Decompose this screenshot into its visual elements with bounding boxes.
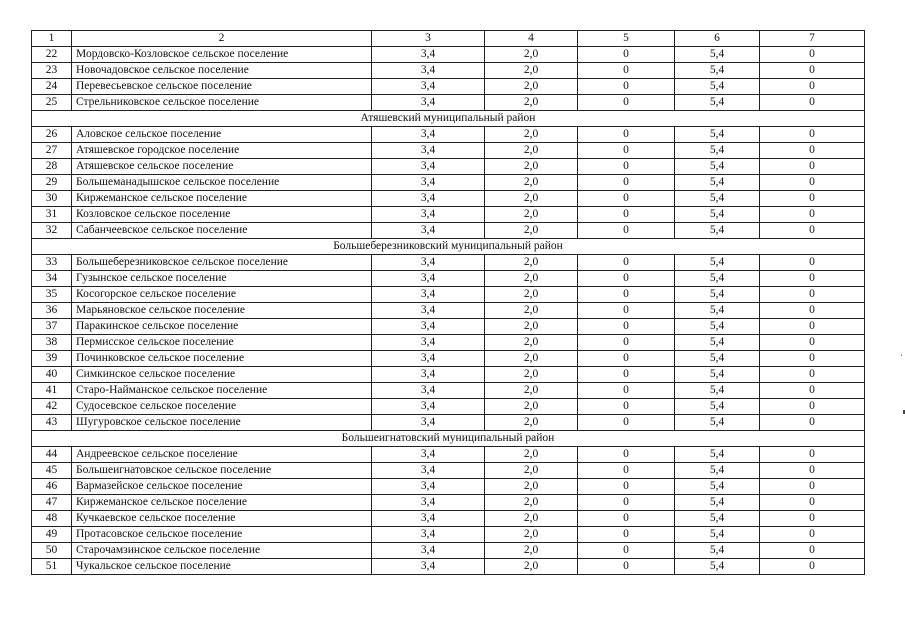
value-col-7: 0	[760, 463, 865, 479]
value-col-5: 0	[578, 303, 675, 319]
value-col-4: 2,0	[485, 415, 578, 431]
table-row	[32, 319, 865, 335]
row-number: 33	[32, 255, 72, 271]
value-col-6: 5,4	[675, 159, 760, 175]
value-col-5: 0	[578, 223, 675, 239]
value-col-5: 0	[578, 159, 675, 175]
header-cell: 7	[760, 31, 865, 47]
value-col-5: 0	[578, 95, 675, 111]
row-number: 48	[32, 511, 72, 527]
value-col-3: 3,4	[372, 479, 485, 495]
table-row	[32, 335, 865, 351]
value-col-6: 5,4	[675, 175, 760, 191]
settlement-name: Андреевское сельское поселение	[72, 447, 372, 463]
header-cell: 4	[485, 31, 578, 47]
value-col-3: 3,4	[372, 207, 485, 223]
table-row	[32, 175, 865, 191]
value-col-5: 0	[578, 319, 675, 335]
value-col-6: 5,4	[675, 463, 760, 479]
value-col-5: 0	[578, 463, 675, 479]
row-number: 34	[32, 271, 72, 287]
section-row	[32, 431, 865, 447]
value-col-5: 0	[578, 79, 675, 95]
value-col-3: 3,4	[372, 463, 485, 479]
value-col-4: 2,0	[485, 47, 578, 63]
value-col-3: 3,4	[372, 303, 485, 319]
value-col-5: 0	[578, 495, 675, 511]
value-col-4: 2,0	[485, 479, 578, 495]
table-row	[32, 479, 865, 495]
value-col-3: 3,4	[372, 511, 485, 527]
value-col-5: 0	[578, 511, 675, 527]
table-row	[32, 143, 865, 159]
value-col-4: 2,0	[485, 63, 578, 79]
scan-speck	[901, 354, 902, 356]
header-cell: 6	[675, 31, 760, 47]
value-col-5: 0	[578, 527, 675, 543]
value-col-5: 0	[578, 175, 675, 191]
row-number: 40	[32, 367, 72, 383]
table-body	[32, 31, 865, 575]
value-col-3: 3,4	[372, 527, 485, 543]
value-col-7: 0	[760, 479, 865, 495]
row-number: 32	[32, 223, 72, 239]
row-number: 49	[32, 527, 72, 543]
value-col-7: 0	[760, 527, 865, 543]
value-col-4: 2,0	[485, 319, 578, 335]
value-col-5: 0	[578, 543, 675, 559]
value-col-4: 2,0	[485, 511, 578, 527]
value-col-6: 5,4	[675, 351, 760, 367]
row-number: 28	[32, 159, 72, 175]
value-col-6: 5,4	[675, 47, 760, 63]
value-col-3: 3,4	[372, 47, 485, 63]
value-col-3: 3,4	[372, 415, 485, 431]
value-col-6: 5,4	[675, 271, 760, 287]
value-col-4: 2,0	[485, 175, 578, 191]
value-col-7: 0	[760, 175, 865, 191]
value-col-7: 0	[760, 319, 865, 335]
value-col-5: 0	[578, 399, 675, 415]
table-row	[32, 527, 865, 543]
settlement-name: Паракинское сельское поселение	[72, 319, 372, 335]
value-col-5: 0	[578, 351, 675, 367]
settlement-name: Киржеманское сельское поселение	[72, 495, 372, 511]
value-col-5: 0	[578, 447, 675, 463]
value-col-6: 5,4	[675, 559, 760, 575]
value-col-4: 2,0	[485, 527, 578, 543]
value-col-6: 5,4	[675, 207, 760, 223]
value-col-5: 0	[578, 191, 675, 207]
row-number: 41	[32, 383, 72, 399]
value-col-7: 0	[760, 79, 865, 95]
district-heading: Большеберезниковский муниципальный район	[32, 239, 865, 255]
table-row	[32, 159, 865, 175]
settlement-name: Атяшевское городское поселение	[72, 143, 372, 159]
value-col-3: 3,4	[372, 63, 485, 79]
value-col-7: 0	[760, 287, 865, 303]
settlement-name: Чукальское сельское поселение	[72, 559, 372, 575]
value-col-4: 2,0	[485, 207, 578, 223]
value-col-6: 5,4	[675, 383, 760, 399]
value-col-4: 2,0	[485, 191, 578, 207]
value-col-6: 5,4	[675, 447, 760, 463]
row-number: 24	[32, 79, 72, 95]
table-row	[32, 223, 865, 239]
settlement-name: Козловское сельское поселение	[72, 207, 372, 223]
value-col-3: 3,4	[372, 79, 485, 95]
value-col-3: 3,4	[372, 127, 485, 143]
row-number: 47	[32, 495, 72, 511]
district-heading: Большеигнатовский муниципальный район	[32, 431, 865, 447]
settlement-name: Шугуровское сельское поселение	[72, 415, 372, 431]
value-col-6: 5,4	[675, 495, 760, 511]
value-col-4: 2,0	[485, 447, 578, 463]
table-row	[32, 447, 865, 463]
settlement-name: Гузынское сельское поселение	[72, 271, 372, 287]
value-col-3: 3,4	[372, 367, 485, 383]
value-col-5: 0	[578, 335, 675, 351]
table-row	[32, 543, 865, 559]
district-heading: Атяшевский муниципальный район	[32, 111, 865, 127]
header-cell: 5	[578, 31, 675, 47]
row-number: 46	[32, 479, 72, 495]
value-col-5: 0	[578, 47, 675, 63]
value-col-6: 5,4	[675, 527, 760, 543]
value-col-4: 2,0	[485, 303, 578, 319]
settlement-name: Судосевское сельское поселение	[72, 399, 372, 415]
data-table	[31, 30, 865, 575]
settlement-name: Старо-Найманское сельское поселение	[72, 383, 372, 399]
table-row	[32, 303, 865, 319]
value-col-5: 0	[578, 383, 675, 399]
value-col-3: 3,4	[372, 191, 485, 207]
header-cell: 1	[32, 31, 72, 47]
table-row	[32, 399, 865, 415]
value-col-6: 5,4	[675, 319, 760, 335]
table-row	[32, 415, 865, 431]
row-number: 44	[32, 447, 72, 463]
value-col-7: 0	[760, 271, 865, 287]
value-col-7: 0	[760, 559, 865, 575]
value-col-3: 3,4	[372, 175, 485, 191]
settlement-name: Вармазейское сельское поселение	[72, 479, 372, 495]
value-col-4: 2,0	[485, 399, 578, 415]
row-number: 27	[32, 143, 72, 159]
settlement-name: Аловское сельское поселение	[72, 127, 372, 143]
value-col-4: 2,0	[485, 271, 578, 287]
value-col-5: 0	[578, 207, 675, 223]
value-col-6: 5,4	[675, 335, 760, 351]
value-col-4: 2,0	[485, 367, 578, 383]
row-number: 29	[32, 175, 72, 191]
value-col-6: 5,4	[675, 287, 760, 303]
table-row	[32, 95, 865, 111]
table-row	[32, 383, 865, 399]
row-number: 36	[32, 303, 72, 319]
value-col-5: 0	[578, 271, 675, 287]
value-col-4: 2,0	[485, 543, 578, 559]
value-col-3: 3,4	[372, 95, 485, 111]
value-col-4: 2,0	[485, 159, 578, 175]
table-row	[32, 511, 865, 527]
value-col-4: 2,0	[485, 335, 578, 351]
value-col-3: 3,4	[372, 559, 485, 575]
table-row	[32, 191, 865, 207]
value-col-6: 5,4	[675, 95, 760, 111]
value-col-3: 3,4	[372, 383, 485, 399]
settlement-name: Старочамзинское сельское поселение	[72, 543, 372, 559]
table-row	[32, 367, 865, 383]
value-col-4: 2,0	[485, 223, 578, 239]
value-col-7: 0	[760, 399, 865, 415]
value-col-4: 2,0	[485, 143, 578, 159]
value-col-5: 0	[578, 255, 675, 271]
table-row	[32, 351, 865, 367]
table-row	[32, 255, 865, 271]
value-col-4: 2,0	[485, 559, 578, 575]
settlement-name: Киржеманское сельское поселение	[72, 191, 372, 207]
settlement-name: Косогорское сельское поселение	[72, 287, 372, 303]
value-col-7: 0	[760, 95, 865, 111]
table-row	[32, 559, 865, 575]
value-col-7: 0	[760, 255, 865, 271]
table-row	[32, 271, 865, 287]
value-col-7: 0	[760, 223, 865, 239]
value-col-7: 0	[760, 511, 865, 527]
value-col-5: 0	[578, 143, 675, 159]
settlement-name: Большеигнатовское сельское поселение	[72, 463, 372, 479]
value-col-7: 0	[760, 543, 865, 559]
row-number: 35	[32, 287, 72, 303]
value-col-4: 2,0	[485, 127, 578, 143]
value-col-7: 0	[760, 367, 865, 383]
value-col-6: 5,4	[675, 511, 760, 527]
value-col-4: 2,0	[485, 495, 578, 511]
table-row	[32, 287, 865, 303]
value-col-4: 2,0	[485, 95, 578, 111]
section-row	[32, 111, 865, 127]
value-col-3: 3,4	[372, 351, 485, 367]
value-col-7: 0	[760, 143, 865, 159]
value-col-4: 2,0	[485, 351, 578, 367]
row-number: 25	[32, 95, 72, 111]
value-col-3: 3,4	[372, 495, 485, 511]
value-col-3: 3,4	[372, 319, 485, 335]
settlement-name: Протасовское сельское поселение	[72, 527, 372, 543]
row-number: 30	[32, 191, 72, 207]
value-col-7: 0	[760, 159, 865, 175]
table-row	[32, 63, 865, 79]
settlement-name: Сабанчеевское сельское поселение	[72, 223, 372, 239]
value-col-3: 3,4	[372, 399, 485, 415]
header-row	[32, 31, 865, 47]
value-col-5: 0	[578, 415, 675, 431]
row-number: 50	[32, 543, 72, 559]
row-number: 51	[32, 559, 72, 575]
row-number: 37	[32, 319, 72, 335]
value-col-3: 3,4	[372, 223, 485, 239]
settlement-name: Стрельниковское сельское поселение	[72, 95, 372, 111]
table-row	[32, 127, 865, 143]
value-col-4: 2,0	[485, 463, 578, 479]
value-col-4: 2,0	[485, 255, 578, 271]
value-col-7: 0	[760, 415, 865, 431]
table-row	[32, 495, 865, 511]
value-col-3: 3,4	[372, 447, 485, 463]
settlement-name: Мордовско-Козловское сельское поселение	[72, 47, 372, 63]
section-row	[32, 239, 865, 255]
value-col-3: 3,4	[372, 271, 485, 287]
value-col-6: 5,4	[675, 191, 760, 207]
settlement-name: Марьяновское сельское поселение	[72, 303, 372, 319]
header-cell: 3	[372, 31, 485, 47]
value-col-4: 2,0	[485, 79, 578, 95]
row-number: 31	[32, 207, 72, 223]
value-col-7: 0	[760, 495, 865, 511]
table-row	[32, 47, 865, 63]
value-col-6: 5,4	[675, 143, 760, 159]
table-row	[32, 463, 865, 479]
value-col-6: 5,4	[675, 255, 760, 271]
row-number: 45	[32, 463, 72, 479]
value-col-6: 5,4	[675, 399, 760, 415]
value-col-5: 0	[578, 559, 675, 575]
value-col-7: 0	[760, 191, 865, 207]
row-number: 22	[32, 47, 72, 63]
table-row	[32, 79, 865, 95]
header-cell: 2	[72, 31, 372, 47]
settlement-name: Новочадовское сельское поселение	[72, 63, 372, 79]
value-col-6: 5,4	[675, 367, 760, 383]
value-col-7: 0	[760, 47, 865, 63]
value-col-7: 0	[760, 351, 865, 367]
value-col-3: 3,4	[372, 335, 485, 351]
value-col-3: 3,4	[372, 143, 485, 159]
value-col-3: 3,4	[372, 255, 485, 271]
value-col-6: 5,4	[675, 303, 760, 319]
settlement-name: Симкинское сельское поселение	[72, 367, 372, 383]
value-col-7: 0	[760, 207, 865, 223]
value-col-5: 0	[578, 63, 675, 79]
value-col-7: 0	[760, 383, 865, 399]
value-col-7: 0	[760, 335, 865, 351]
row-number: 23	[32, 63, 72, 79]
row-number: 42	[32, 399, 72, 415]
row-number: 26	[32, 127, 72, 143]
value-col-6: 5,4	[675, 79, 760, 95]
value-col-6: 5,4	[675, 415, 760, 431]
value-col-6: 5,4	[675, 479, 760, 495]
row-number: 43	[32, 415, 72, 431]
value-col-7: 0	[760, 127, 865, 143]
settlement-name: Атяшевское сельское поселение	[72, 159, 372, 175]
value-col-5: 0	[578, 287, 675, 303]
value-col-7: 0	[760, 303, 865, 319]
value-col-4: 2,0	[485, 287, 578, 303]
value-col-7: 0	[760, 63, 865, 79]
settlement-name: Большеманадышское сельское поселение	[72, 175, 372, 191]
settlement-name: Пермисское сельское поселение	[72, 335, 372, 351]
value-col-6: 5,4	[675, 543, 760, 559]
row-number: 39	[32, 351, 72, 367]
value-col-5: 0	[578, 479, 675, 495]
value-col-6: 5,4	[675, 223, 760, 239]
value-col-3: 3,4	[372, 543, 485, 559]
value-col-3: 3,4	[372, 287, 485, 303]
value-col-6: 5,4	[675, 63, 760, 79]
value-col-7: 0	[760, 447, 865, 463]
value-col-5: 0	[578, 127, 675, 143]
row-number: 38	[32, 335, 72, 351]
settlement-name: Перевесьевское сельское поселение	[72, 79, 372, 95]
value-col-4: 2,0	[485, 383, 578, 399]
settlement-name: Большеберезниковское сельское поселение	[72, 255, 372, 271]
table-row	[32, 207, 865, 223]
settlement-name: Починковское сельское поселение	[72, 351, 372, 367]
settlement-name: Кучкаевское сельское поселение	[72, 511, 372, 527]
value-col-6: 5,4	[675, 127, 760, 143]
value-col-5: 0	[578, 367, 675, 383]
value-col-3: 3,4	[372, 159, 485, 175]
